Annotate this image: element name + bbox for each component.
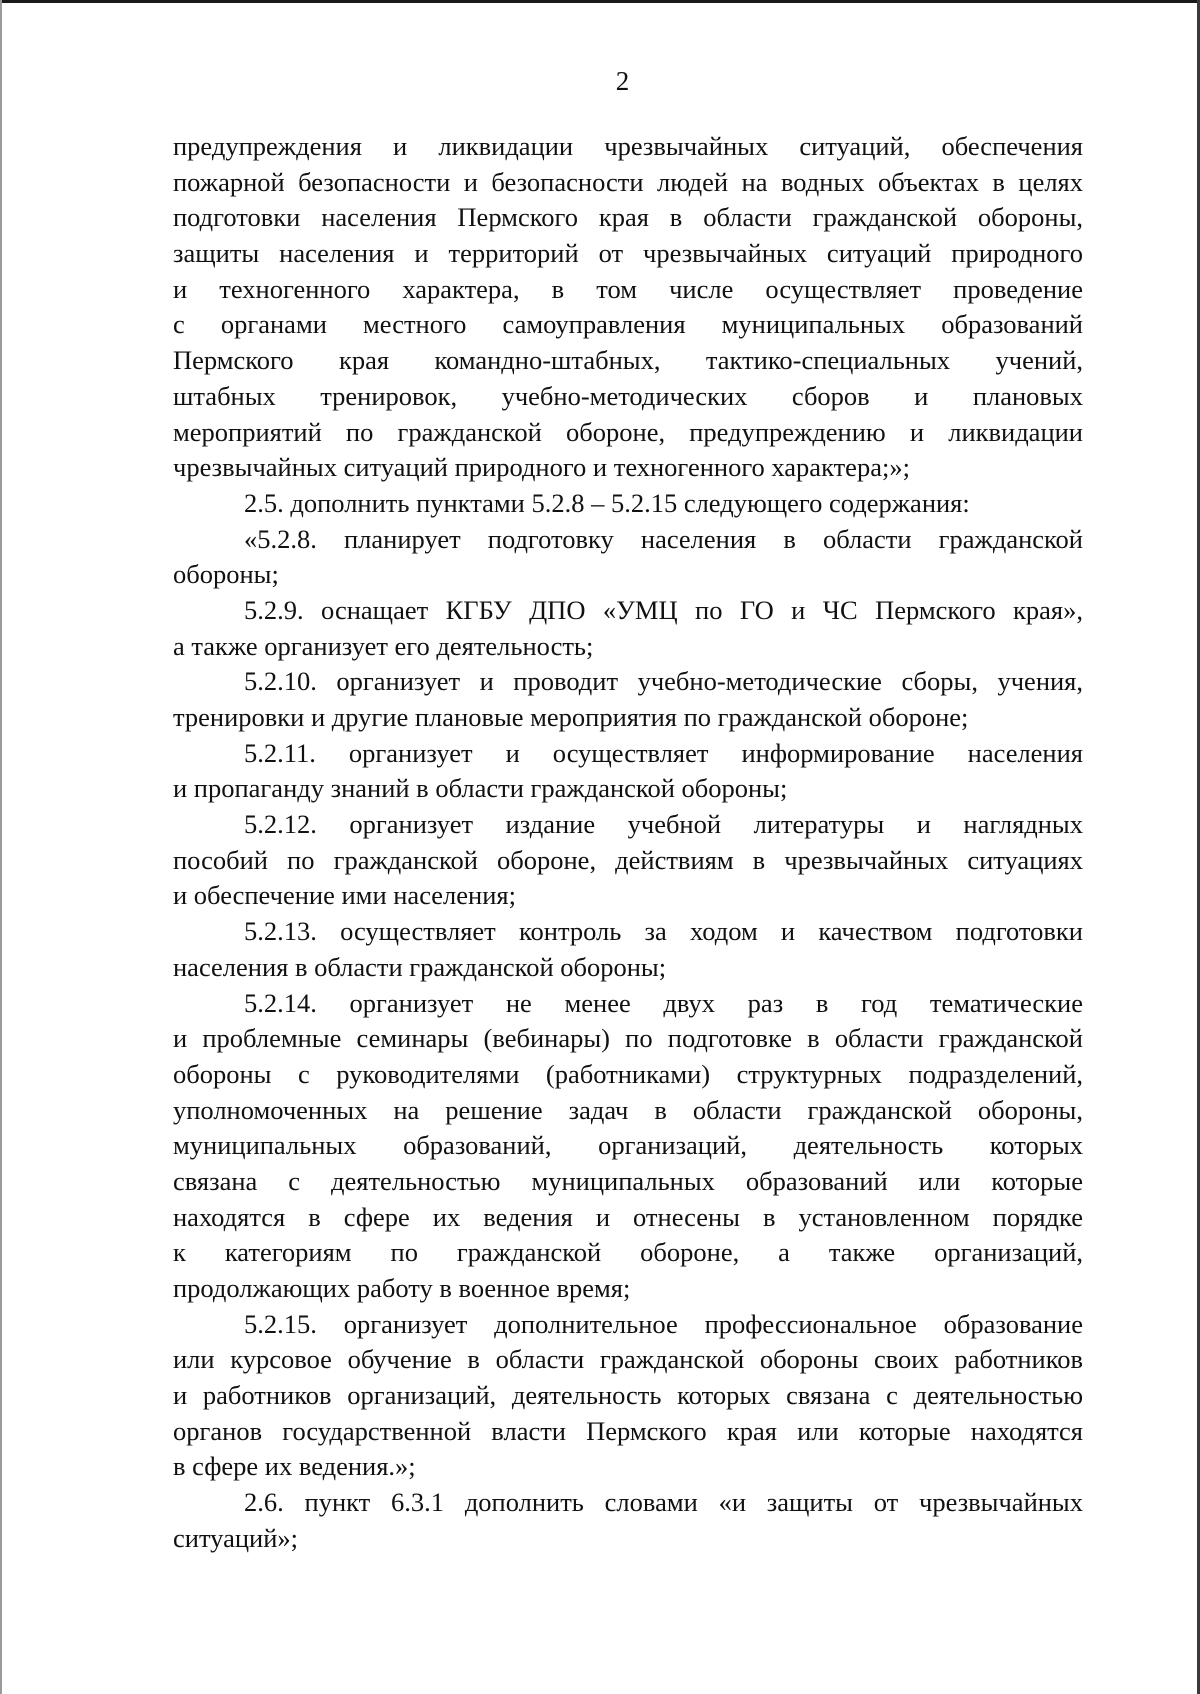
text-line: защиты населения и территорий от чрезвычайных ситуаций природного: [173, 238, 1083, 269]
text-line: и проблемные семинары (вебинары) по подготовке в области гражданской: [173, 1023, 1083, 1054]
text-line: в сфере их ведения.»;: [173, 1451, 416, 1482]
text-line: уполномоченных на решение задач в области гражданской обороны,: [173, 1094, 1083, 1125]
text-line: населения в области гражданской обороны;: [173, 951, 667, 982]
text-line: штабных тренировок, учебно-методических сборов и плановых: [173, 380, 1083, 411]
text-line: и обеспечение ими населения;: [173, 880, 516, 911]
paragraph-start-5-2-11: 5.2.11. организует и осуществляет информирование населения: [244, 737, 1083, 768]
page-number: 2: [615, 66, 630, 96]
text-line: предупреждения и ликвидации чрезвычайных ситуаций, обеспечения: [173, 131, 1083, 161]
text-line: пособий по гражданской обороне, действиям в чрезвычайных ситуациях: [173, 844, 1083, 875]
text-line: обороны;: [173, 559, 279, 590]
text-line: а также организует его деятельность;: [173, 630, 594, 661]
paragraph-start-5-2-12: 5.2.12. организует издание учебной литературы и наглядных: [244, 809, 1083, 840]
paragraph-start-5-2-8: «5.2.8. планирует подготовку населения в области гражданской: [244, 523, 1083, 554]
text-line: обороны с руководителями (работниками) структурных подразделений,: [173, 1058, 1083, 1089]
paragraph-start-5-2-14: 5.2.14. организует не менее двух раз в год тематические: [244, 987, 1083, 1018]
text-line: к категориям по гражданской обороне, а также организаций,: [173, 1237, 1083, 1268]
text-line: пожарной безопасности и безопасности людей на водных объектах в целях: [173, 166, 1083, 197]
text-line: органов государственной власти Пермского края или которые находятся: [173, 1415, 1083, 1446]
document-body: [173, 129, 1083, 1557]
text-line: Пермского края командно-штабных, тактико-специальных учений,: [173, 345, 1083, 376]
paragraph-start-5-2-13: 5.2.13. осуществляет контроль за ходом и качеством подготовки: [244, 916, 1083, 947]
text-line: и техногенного характера, в том числе осуществляет проведение: [173, 273, 1083, 304]
paragraph-start-2-5: 2.5. дополнить пунктами 5.2.8 – 5.2.15 следующего содержания:: [244, 487, 970, 518]
paragraph-start-5-2-9: 5.2.9. оснащает КГБУ ДПО «УМЦ по ГО и ЧС Пермского края»,: [244, 594, 1083, 625]
text-line: и пропаганду знаний в области гражданской обороны;: [173, 773, 788, 804]
text-line: продолжающих работу в военное время;: [173, 1273, 631, 1303]
scan-edge-top: [0, 0, 1200, 3]
text-line: мероприятий по гражданской обороне, предупреждению и ликвидации: [173, 416, 1083, 447]
paragraph-start-2-6: 2.6. пункт 6.3.1 дополнить словами «и защиты от чрезвычайных: [244, 1487, 1083, 1518]
text-line: с органами местного самоуправления муниципальных образований: [173, 309, 1083, 340]
paragraph-start-5-2-15: 5.2.15. организует дополнительное профессиональное образование: [244, 1308, 1083, 1339]
text-line: подготовки населения Пермского края в области гражданской обороны,: [173, 202, 1083, 233]
text-line: связана с деятельностью муниципальных образований или которые: [173, 1165, 1083, 1196]
text-line: находятся в сфере их ведения и отнесены в установленном порядке: [173, 1201, 1083, 1232]
text-line: чрезвычайных ситуаций природного и техногенного характера;»;: [173, 452, 910, 483]
text-line: ситуаций»;: [173, 1522, 298, 1553]
text-line: муниципальных образований, организаций, деятельность которых: [173, 1130, 1083, 1161]
paragraph-start-5-2-10: 5.2.10. организует и проводит учебно-методические сборы, учения,: [244, 666, 1083, 697]
text-line: и работников организаций, деятельность которых связана с деятельностью: [173, 1380, 1083, 1411]
scan-edge-left: [0, 0, 2, 1694]
text-line: или курсовое обучение в области гражданской обороны своих работников: [173, 1344, 1083, 1375]
text-line: тренировки и другие плановые мероприятия по гражданской обороне;: [173, 702, 969, 732]
